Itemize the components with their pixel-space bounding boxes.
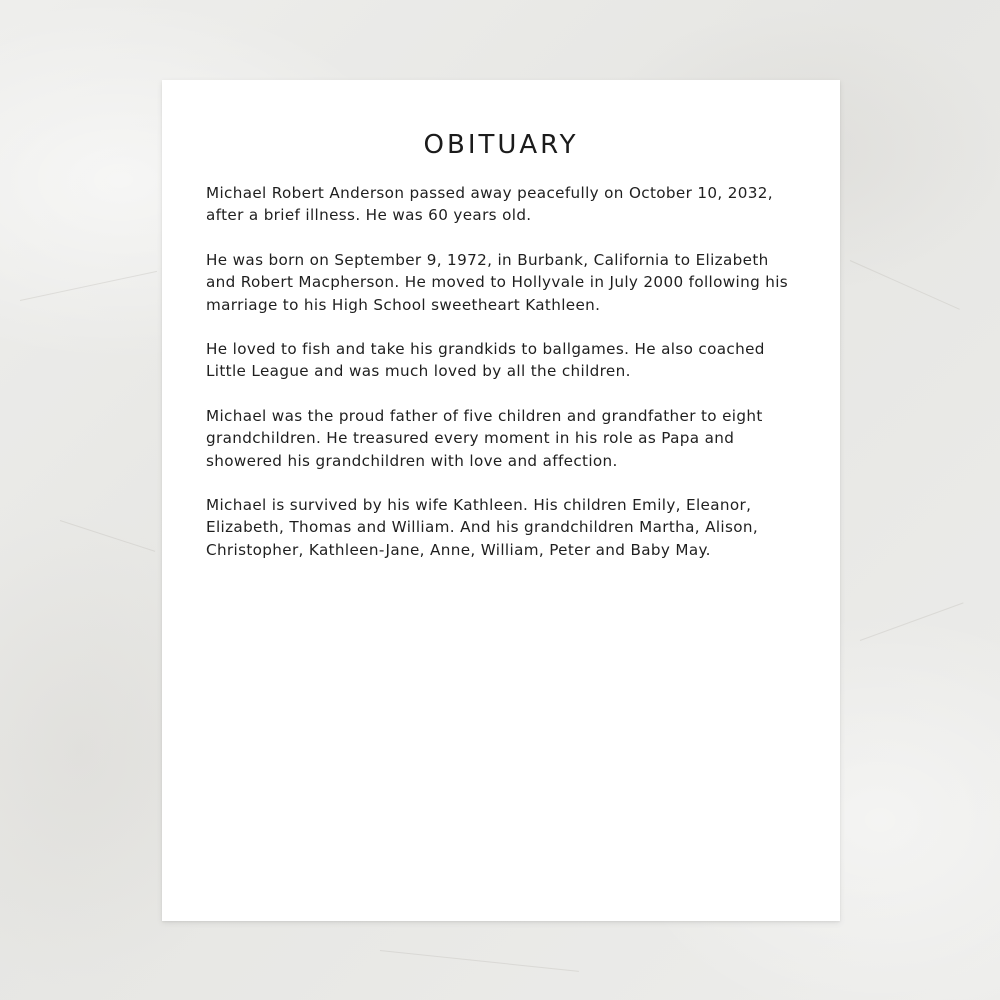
- obituary-paragraph: Michael is survived by his wife Kathleen. His children Emily, Eleanor, Elizabeth, Thomas and William. And his grandchildren Martha, Alison, Christopher, Kathleen-Jane, Anne, William, Peter and Baby May.: [206, 496, 759, 559]
- obituary-card: [162, 80, 840, 921]
- obituary-paragraph: Michael was the proud father of five children and grandfather to eight grandchildren. He treasured every moment in his role as Papa and showered his grandchildren with love and affection.: [206, 406, 763, 470]
- obituary-title: OBITUARY: [423, 130, 579, 160]
- marble-vein: [850, 260, 960, 310]
- obituary-paragraph: He was born on September 9, 1972, in Burbank, California to Elizabeth and Robert Macpherson. He moved to Hollyvale in July 2000 following his marriage to his High School sweetheart Kathleen.: [206, 250, 789, 314]
- marble-vein: [60, 520, 155, 552]
- obituary-body: [206, 182, 796, 561]
- marble-vein: [380, 950, 579, 972]
- marble-vein: [860, 602, 964, 641]
- obituary-paragraph: Michael Robert Anderson passed away peacefully on October 10, 2032, after a brief illness. He was 60 years old.: [206, 184, 773, 225]
- marble-vein: [20, 271, 157, 301]
- obituary-paragraph: He loved to fish and take his grandkids to ballgames. He also coached Little League and was much loved by all the children.: [206, 340, 765, 381]
